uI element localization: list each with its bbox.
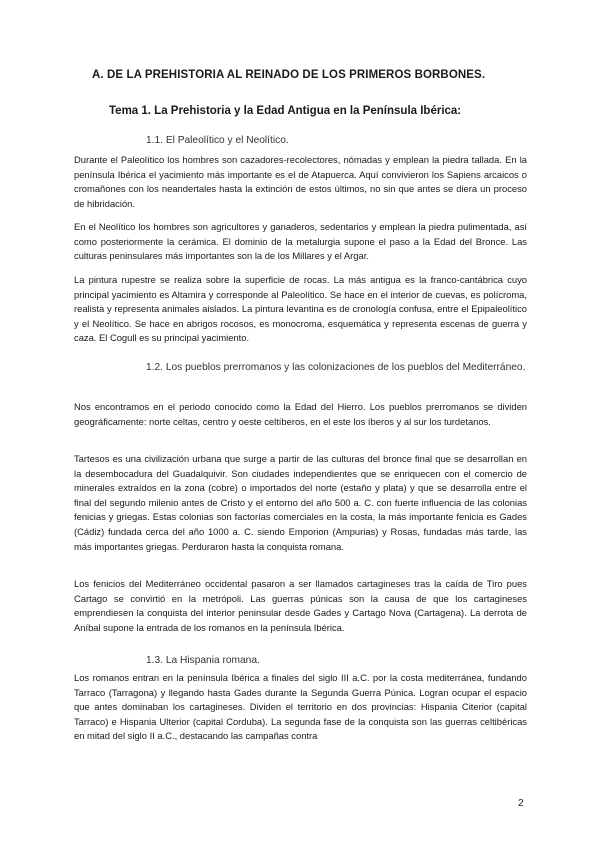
paragraph-neolitico: En el Neolítico los hombres son agricultores y ganaderos, sedentarios y emplean la piedra pulimentada, así como posteriormente la cerámica. El dominio de la metalurgia supone el paso a la Edad del Bronce. Las culturas peninsulares más importantes son la de los Millares y el Argar. [74,221,527,262]
paragraph-paleolitico: Durante el Paleolítico los hombres son cazadores-recolectores, nómadas y emplean la piedra tallada. En la península Ibérica el yacimiento más importante es el de Atapuerca. Aquí convivieron los Sapiens arcaicos o cromañones con los neandertales hasta la extinción de estos últimos, no sin que antes se diera un proceso de hibridación. [74,154,527,209]
section-heading-1-1: 1.1. El Paleolítico y el Neolítico. [146,135,289,146]
paragraph-pintura-rupestre: La pintura rupestre se realiza sobre la superficie de rocas. La más antigua es la franco-cantábrica cuyo principal yacimiento es Altamira y corresponde al Paleolítico. Se hace en el interior de cuevas, es polícroma, realista y representa animales aislados. La pintura levantina es de cronología confusa, entre el Epipaleolítico y el Neolítico. Se hace en abrigos rocosos, es monocroma, esquemática y representa escenas de guerra y caza. El Cogull es su principal yacimiento. [74,274,527,344]
paragraph-cartagineses: Los fenicios del Mediterráneo occidental pasaron a ser llamados cartagineses tras la caída de Tiro pues Cartago se convirtió en la metrópoli. Las guerras púnicas son la causa de que los cartagineses emprendiesen la conquista del interior peninsular desde Gades y Cartago Nova (Cartagena). La derrota de Aníbal supone la entrada de los romanos en la península Ibérica. [74,578,527,633]
paragraph-hispania-romana: Los romanos entran en la península Ibérica a finales del siglo III a.C. por la costa mediterránea, fundando Tarraco (Tarragona) y llegando hasta Gades durante la Segunda Guerra Púnica. Logran ocupar el espacio que antes dominaban los cartagineses. Dividen el territorio en dos provincias: Hispania Citerior (capital Tarraco) e Hispania Ulterior (capital Corduba). La segunda fase de la conquista son las guerras celtibéricas en mitad del siglo II a.C., destacando las campañas contra [74,672,527,742]
tema-title: Tema 1. La Prehistoria y la Edad Antigua en la Península Ibérica: [109,105,462,117]
paragraph-tartesos: Tartesos es una civilización urbana que surge a partir de las culturas del bronce final que se desarrollan en la desembocadura del Guadalquivir. Son ciudades independientes que se enriquecen con el comercio de minerales extraídos en la zona (cobre) o importados del norte (estaño y plata) y que se desarrolla entre el final del segundo milenio antes de Cristo y el entorno del año 500 a. C. con fuerte influencia de las colonias fenicias y griegas. Estas colonias son factorías comerciales en la costa, la más importante fenicia es Gades (Cádiz) fundada cerca del año 1000 a. C. siendo Emporion (Ampurias) y Rosas, fundadas más tarde, las más importantes griegas. Perduraron hasta la conquista romana. [74,453,527,552]
section-heading-1-2: 1.2. Los pueblos prerromanos y las colonizaciones de los pueblos del Mediterráneo. [146,362,526,373]
section-heading-1-3: 1.3. La Hispania romana. [146,655,260,666]
page-number: 2 [518,798,524,809]
part-title: A. DE LA PREHISTORIA AL REINADO DE LOS PRIMEROS BORBONES. [92,69,486,81]
paragraph-edad-hierro: Nos encontramos en el periodo conocido como la Edad del Hierro. Los pueblos prerromanos se dividen geográficamente: norte celtas, centro y oeste celtíberos, en el este los íberos y al sur los turdetanos. [74,401,527,427]
